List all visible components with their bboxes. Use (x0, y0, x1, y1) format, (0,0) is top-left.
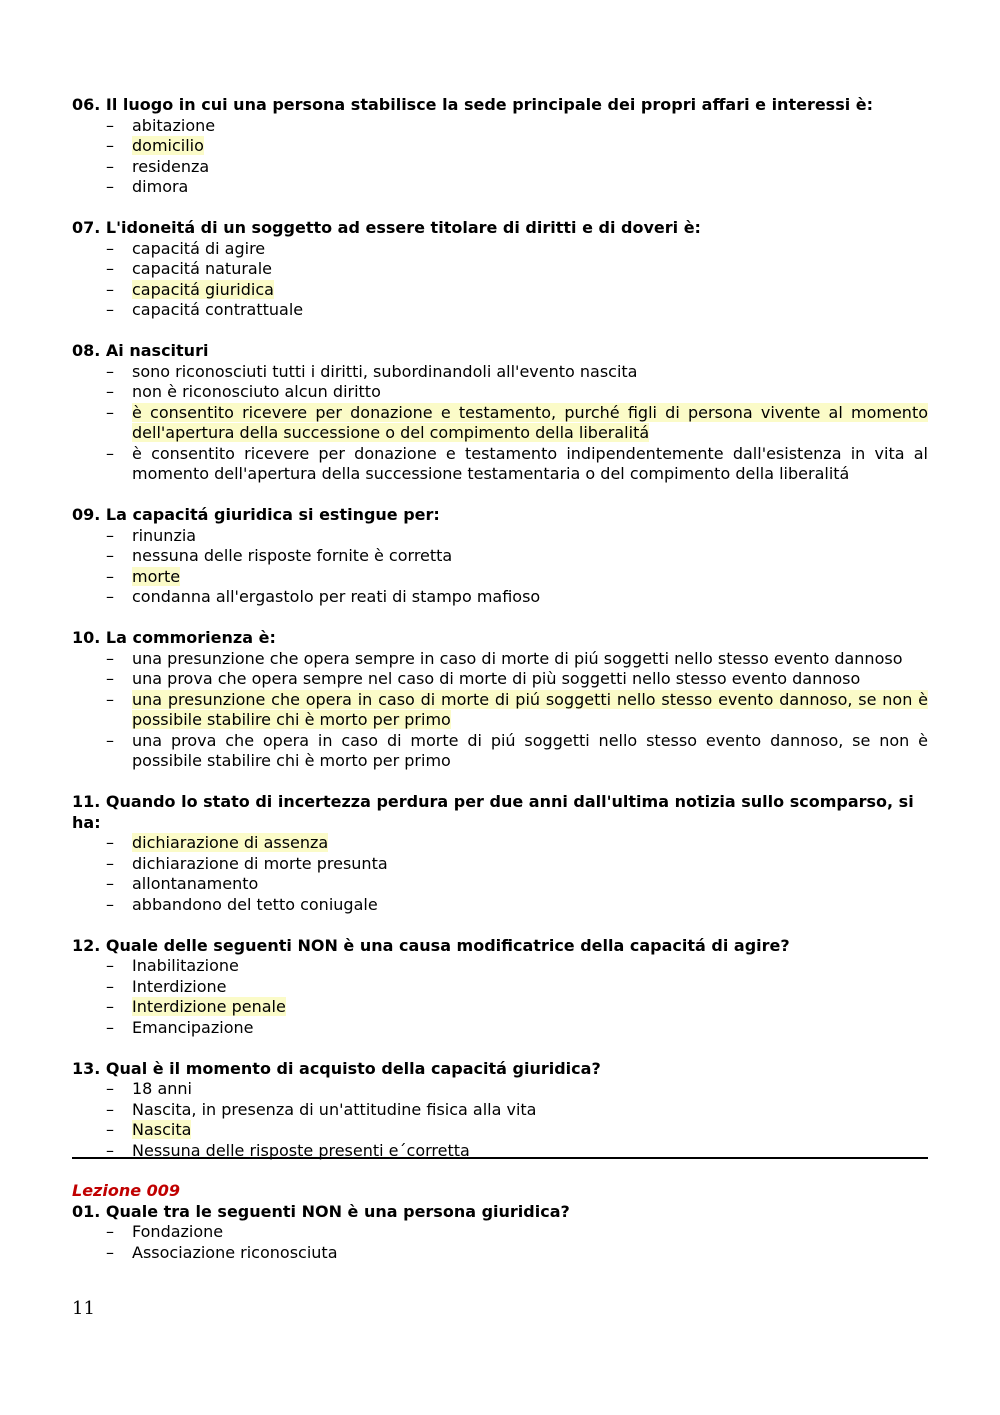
dash-bullet: – (106, 177, 114, 196)
answer-text: non è riconosciuto alcun diritto (132, 382, 381, 401)
answer-text: Interdizione (132, 976, 227, 996)
dash-bullet: – (106, 238, 114, 258)
dash-bullet: – (106, 648, 114, 668)
answer-option-correct (72, 1120, 928, 1141)
answer-option (72, 1100, 928, 1121)
dash-bullet: – (106, 956, 114, 975)
answer-option (72, 157, 928, 178)
answer-text: morte (132, 566, 181, 586)
dash-bullet: – (106, 279, 114, 299)
question-title: 13. Qual è il momento di acquisto della capacitá giuridica? (72, 1058, 601, 1078)
dash-bullet: – (106, 300, 114, 319)
answer-text: abitazione (132, 115, 216, 135)
answer-text: dimora (132, 177, 189, 196)
question-block (72, 936, 928, 1039)
answer-option (72, 300, 928, 321)
answer-option (72, 731, 928, 772)
answer-text: Associazione riconosciuta (132, 1242, 338, 1262)
question-title: 11. Quando lo stato di incertezza perdura per due anni dall'ultima notizia sullo scomparso, si ha: (72, 792, 914, 832)
answer-text: capacitá giuridica (132, 279, 274, 299)
answer-text: allontanamento (132, 874, 259, 893)
dash-bullet: – (106, 1079, 114, 1098)
dash-bullet: – (106, 136, 114, 155)
answer-text: una prova che opera sempre nel caso di morte di più soggetti nello stesso evento dannoso (132, 669, 861, 688)
question-title: 07. L'idoneitá di un soggetto ad essere titolare di diritti e di doveri è: (72, 218, 701, 237)
dash-bullet: – (106, 1120, 114, 1139)
answer-option (72, 526, 928, 547)
answer-option (72, 177, 928, 198)
answer-text: capacitá di agire (132, 238, 266, 258)
answer-text: 18 anni (132, 1079, 192, 1098)
question-block (72, 341, 928, 485)
question-title: 01. Quale tra le seguenti NON è una persona giuridica? (72, 1201, 570, 1221)
answer-option (72, 1018, 928, 1039)
answer-option (72, 874, 928, 895)
answer-option-correct (72, 997, 928, 1018)
dash-bullet: – (106, 546, 114, 565)
answer-list (72, 956, 928, 1038)
dash-bullet: – (106, 976, 114, 996)
answer-text: Inabilitazione (132, 956, 239, 975)
question-title: 06. Il luogo in cui una persona stabilisce la sede principale dei propri affari e interessi è: (72, 95, 874, 114)
dash-bullet: – (106, 156, 114, 176)
answer-text: sono riconosciuti tutti i diritti, subordinandoli all'evento nascita (132, 361, 638, 381)
answer-list (72, 649, 928, 772)
question-block (72, 505, 928, 608)
dash-bullet: – (106, 115, 114, 135)
answer-option-correct (72, 280, 928, 301)
dash-bullet: – (106, 1017, 114, 1037)
question-block (72, 792, 928, 915)
answer-option-correct (72, 690, 928, 731)
answer-option (72, 382, 928, 403)
answer-text: è consentito ricevere per donazione e testamento, purché figli di persona vivente al momento dell'apertura della successione o del compimento della liberalitá (132, 402, 928, 442)
answer-text: capacitá contrattuale (132, 300, 304, 319)
answer-option (72, 649, 928, 670)
answer-text: residenza (132, 156, 210, 176)
dash-bullet: – (106, 1222, 114, 1241)
question-block (72, 628, 928, 772)
answer-option-correct (72, 833, 928, 854)
answer-option (72, 587, 928, 608)
answer-option (72, 669, 928, 690)
question-title: 10. La commorienza è: (72, 628, 276, 647)
answer-option-correct (72, 567, 928, 588)
answer-text: una presunzione che opera in caso di morte di piú soggetti nello stesso evento dannoso, se non è possibile stabilire chi è morto per primo (132, 689, 928, 729)
answer-text: Emancipazione (132, 1017, 254, 1037)
answer-text: nessuna delle risposte fornite è corretta (132, 546, 453, 565)
answer-option (72, 546, 928, 567)
dash-bullet: – (106, 894, 114, 914)
dash-bullet: – (106, 1242, 114, 1262)
answer-list (72, 526, 928, 608)
dash-bullet: – (106, 730, 114, 750)
lesson-section (72, 1181, 928, 1263)
answer-text: dichiarazione di morte presunta (132, 853, 388, 873)
answer-option-correct (72, 136, 928, 157)
section-divider (72, 1157, 928, 1159)
answer-text: rinunzia (132, 525, 197, 545)
dash-bullet: – (106, 361, 114, 381)
dash-bullet: – (106, 997, 114, 1016)
answer-text: dichiarazione di assenza (132, 833, 329, 852)
answer-option (72, 444, 928, 485)
question-block (72, 218, 928, 321)
answer-text: condanna all'ergastolo per reati di stampo mafioso (132, 587, 541, 606)
answer-list (72, 239, 928, 321)
answer-text: Fondazione (132, 1222, 224, 1241)
question-list (72, 95, 928, 1182)
answer-option (72, 259, 928, 280)
question-block (72, 1059, 928, 1162)
answer-text: Nascita (132, 1120, 192, 1139)
answer-option (72, 854, 928, 875)
answer-option (72, 239, 928, 260)
answer-option (72, 116, 928, 137)
answer-text: una presunzione che opera sempre in caso di morte di piú soggetti nello stesso evento dannoso (132, 648, 903, 668)
answer-option (72, 362, 928, 383)
dash-bullet: – (106, 874, 114, 893)
answer-list (72, 362, 928, 485)
answer-option (72, 895, 928, 916)
answer-text: abbandono del tetto coniugale (132, 894, 378, 914)
answer-text: è consentito ricevere per donazione e testamento indipendentemente dall'esistenza in vita al momento dell'apertura della successione testamentaria o del compimento della liberalitá (132, 443, 928, 483)
answer-option (72, 1243, 928, 1264)
answer-text: capacitá naturale (132, 259, 272, 278)
question-title: 09. La capacitá giuridica si estingue per: (72, 505, 440, 524)
dash-bullet: – (106, 1140, 114, 1160)
dash-bullet: – (106, 402, 114, 422)
question-block (72, 95, 928, 198)
dash-bullet: – (106, 566, 114, 586)
answer-option-correct (72, 403, 928, 444)
answer-option (72, 977, 928, 998)
answer-list (72, 116, 928, 198)
dash-bullet: – (106, 833, 114, 852)
dash-bullet: – (106, 382, 114, 401)
answer-option (72, 1079, 928, 1100)
answer-text: Interdizione penale (132, 997, 286, 1016)
dash-bullet: – (106, 1099, 114, 1119)
answer-text: una prova che opera in caso di morte di piú soggetti nello stesso evento dannoso, se non è possibile stabilire chi è morto per primo (132, 730, 928, 770)
lesson-title: Lezione 009 (72, 1181, 181, 1200)
answer-list (72, 1222, 928, 1263)
question-title: 08. Ai nascituri (72, 341, 209, 360)
question-title: 12. Quale delle seguenti NON è una causa modificatrice della capacitá di agire? (72, 935, 790, 955)
dash-bullet: – (106, 525, 114, 545)
dash-bullet: – (106, 669, 114, 688)
answer-text: Nascita, in presenza di un'attitudine fisica alla vita (132, 1099, 537, 1119)
dash-bullet: – (106, 443, 114, 463)
dash-bullet: – (106, 853, 114, 873)
page-number: 11 (72, 1298, 95, 1319)
dash-bullet: – (106, 259, 114, 278)
dash-bullet: – (106, 587, 114, 606)
dash-bullet: – (106, 689, 114, 709)
answer-option (72, 956, 928, 977)
answer-text: domicilio (132, 136, 204, 155)
answer-list (72, 833, 928, 915)
answer-text: Nessuna delle risposte presenti e´corretta (132, 1140, 470, 1160)
answer-option (72, 1222, 928, 1243)
answer-list (72, 1079, 928, 1161)
